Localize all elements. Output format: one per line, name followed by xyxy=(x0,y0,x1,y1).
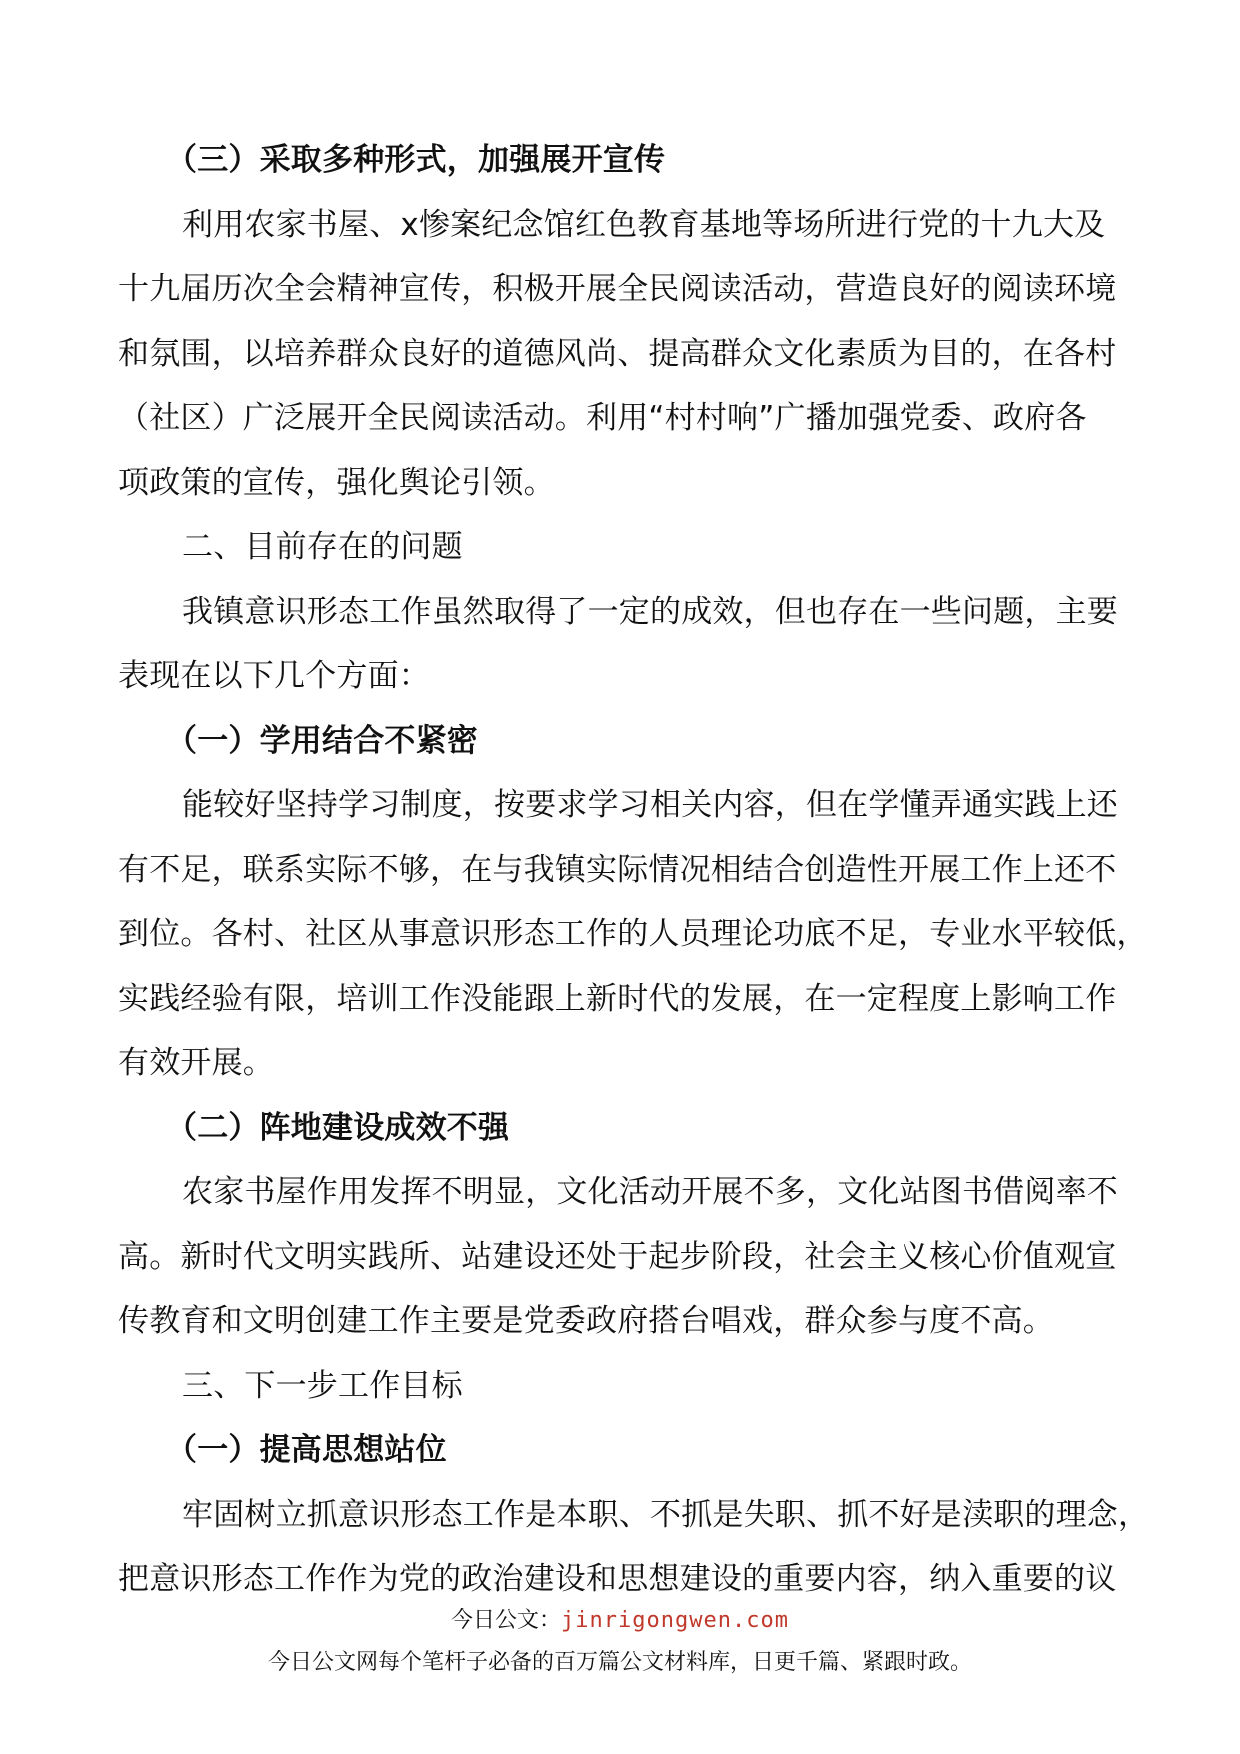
paragraph-line: 把意识形态工作作为党的政治建设和思想建设的重要内容，纳入重要的议 xyxy=(118,1561,1117,1597)
paragraph-line: （社区）广泛展开全民阅读活动。利用“村村响”广播加强党委、政府各 xyxy=(118,400,1087,436)
paragraph-study xyxy=(118,773,1148,1096)
paragraph-problems-intro xyxy=(118,580,1120,709)
paragraph-position xyxy=(118,1160,1120,1354)
paragraph-line: 实践经验有限，培训工作没能跟上新时代的发展，在一定程度上影响工作 xyxy=(118,980,1117,1017)
paragraph-line: 有效开展。 xyxy=(118,1045,274,1081)
heading-problems xyxy=(118,515,1120,580)
subheading-study xyxy=(118,709,1120,774)
heading-next-goals xyxy=(118,1354,1120,1419)
paragraph-line: 项政策的宣传，强化舆论引领。 xyxy=(118,464,555,501)
paragraph-line: 牢固树立抓意识形态工作是本职、不抓是失职、抓不好是渎职的理念， xyxy=(182,1496,1150,1533)
subheading-position xyxy=(118,1096,1120,1161)
paragraph-line: 传教育和文明创建工作主要是党委政府搭台唱戏，群众参与度不高。 xyxy=(118,1303,1054,1339)
document-body xyxy=(118,128,1150,1612)
heading-line: 二、目前存在的问题 xyxy=(182,529,463,565)
footer-site-url[interactable]: jinrigongwen.com xyxy=(561,1608,789,1633)
footer-site-line xyxy=(0,1606,1240,1636)
footer-slogan: 今日公文网每个笔杆子必备的百万篇公文材料库，日更千篇、紧跟时政。 xyxy=(267,1650,972,1675)
subheading-thinking xyxy=(118,1418,1120,1483)
heading-line: 三、下一步工作目标 xyxy=(182,1367,463,1404)
subheading-publicity xyxy=(118,128,1120,193)
paragraph-line: 我镇意识形态工作虽然取得了一定的成效，但也存在一些问题，主要 xyxy=(182,593,1118,630)
paragraph-line: 高。新时代文明实践所、站建设还处于起步阶段，社会主义核心价值观宣 xyxy=(118,1238,1117,1275)
paragraph-thinking xyxy=(118,1483,1150,1612)
paragraph-line: 农家书屋作用发挥不明显，文化活动开展不多，文化站图书借阅率不 xyxy=(182,1174,1118,1210)
paragraph-line: 到位。各村、社区从事意识形态工作的人员理论功底不足，专业水平较低， xyxy=(118,916,1148,952)
subheading-line: （一）学用结合不紧密 xyxy=(166,722,478,759)
paragraph-line: 十九届历次全会精神宣传，积极开展全民阅读活动，营造良好的阅读环境 xyxy=(118,271,1117,307)
paragraph-publicity xyxy=(118,193,1120,516)
paragraph-line: 有不足，联系实际不够，在与我镇实际情况相结合创造性开展工作上还不 xyxy=(118,851,1117,888)
subheading-line: （二）阵地建设成效不强 xyxy=(166,1109,510,1146)
subheading-line: （一）提高思想站位 xyxy=(166,1432,447,1468)
footer-site-label: 今日公文： xyxy=(451,1608,562,1633)
paragraph-line: 利用农家书屋、x惨案纪念馆红色教育基地等场所进行党的十九大及 xyxy=(182,206,1106,243)
paragraph-line: 能较好坚持学习制度，按要求学习相关内容，但在学懂弄通实践上还 xyxy=(182,787,1118,823)
paragraph-line: 和氛围，以培养群众良好的道德风尚、提高群众文化素质为目的，在各村 xyxy=(118,335,1117,372)
subheading-line: （三）采取多种形式，加强展开宣传 xyxy=(166,142,666,178)
paragraph-line: 表现在以下几个方面： xyxy=(118,658,430,694)
